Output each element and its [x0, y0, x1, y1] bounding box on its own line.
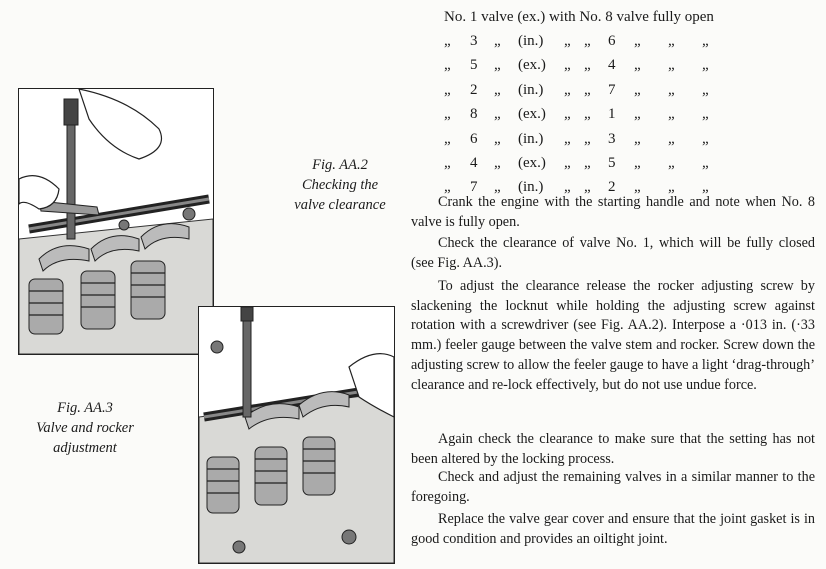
paragraph-crank-engine: Crank the engine with the starting handle and note when No. 8 valve is fully open. [411, 194, 815, 230]
ditto-mark: „ [634, 81, 641, 98]
ditto-mark: „ [634, 130, 641, 147]
figure-aa2-number: Fig. AA.2 [312, 157, 368, 173]
ditto-mark: „ [494, 179, 501, 196]
ditto-mark: „ [584, 130, 591, 147]
ditto-mark: „ [444, 179, 451, 196]
open-valve-number: 1 [608, 106, 616, 123]
valve-sequence-row [444, 54, 732, 78]
figure-aa3-caption-line1: Valve and rocker [36, 420, 134, 436]
valve-number: 4 [470, 155, 478, 172]
figure-aa2-illustration [18, 88, 214, 355]
paragraph-adjust-clearance: To adjust the clearance release the rocker adjusting screw by slackening the locknut while holding the adjusting screw against rotation with a screwdriver (see Fig. AA.2). Interpose a ·013 in. (·33 mm.) feeler gauge between the valve stem and rocker. Screw down the adjusting screw to allow the feeler gauge to have a light ‘drag-through’ clearance and re-lock effectively, but do not use undue force. [411, 278, 815, 393]
ditto-mark: „ [564, 130, 571, 147]
ditto-mark: „ [494, 155, 501, 172]
ditto-mark: „ [494, 33, 501, 50]
figure-aa2-caption-line1: Checking the [301, 177, 379, 193]
ditto-mark: „ [668, 155, 675, 172]
ditto-mark: „ [564, 33, 571, 50]
ditto-mark: „ [444, 155, 451, 172]
figure-aa3-caption-line2: adjustment [53, 440, 117, 456]
ditto-mark: „ [584, 106, 591, 123]
valve-type: (ex.) [518, 57, 546, 74]
ditto-mark: „ [444, 57, 451, 74]
valve-number: 7 [470, 179, 478, 196]
valve-sequence-row [444, 29, 732, 53]
ditto-mark: „ [494, 106, 501, 123]
valve-sequence-row [444, 103, 732, 127]
open-valve-number: 6 [608, 33, 616, 50]
ditto-mark: „ [564, 155, 571, 172]
ditto-mark: „ [444, 106, 451, 123]
ditto-mark: „ [564, 57, 571, 74]
ditto-mark: „ [702, 130, 709, 147]
ditto-mark: „ [668, 130, 675, 147]
ditto-mark: „ [634, 155, 641, 172]
ditto-mark: „ [702, 81, 709, 98]
open-valve-number: 5 [608, 155, 616, 172]
ditto-mark: „ [702, 33, 709, 50]
ditto-mark: „ [584, 155, 591, 172]
valve-number: 3 [470, 33, 478, 50]
open-valve-number: 3 [608, 130, 616, 147]
figure-aa3-caption [10, 398, 160, 458]
valve-number: 2 [470, 81, 478, 98]
ditto-mark: „ [444, 130, 451, 147]
figure-aa2-caption [278, 155, 402, 215]
valve-sequence-first-row [444, 5, 732, 29]
figure-aa3-number: Fig. AA.3 [57, 400, 113, 416]
ditto-mark: „ [634, 179, 641, 196]
valve-type: (ex.) [518, 155, 546, 172]
ditto-mark: „ [584, 57, 591, 74]
ditto-mark: „ [584, 33, 591, 50]
ditto-mark: „ [668, 57, 675, 74]
valve-number: 8 [470, 106, 478, 123]
ditto-mark: „ [668, 33, 675, 50]
ditto-mark: „ [494, 81, 501, 98]
ditto-mark: „ [564, 179, 571, 196]
figure-aa3-illustration [198, 306, 395, 564]
ditto-mark: „ [564, 81, 571, 98]
valve-type: (in.) [518, 130, 544, 147]
open-valve-number: 4 [608, 57, 616, 74]
paragraph-remaining-valves: Check and adjust the remaining valves in a similar manner to the foregoing. [411, 469, 815, 505]
ditto-mark: „ [668, 179, 675, 196]
valve-number: 5 [470, 57, 478, 74]
ditto-mark: „ [584, 81, 591, 98]
valve-type: (in.) [518, 179, 544, 196]
ditto-mark: „ [634, 33, 641, 50]
engine-valve-drawing-left [19, 89, 213, 354]
ditto-mark: „ [634, 106, 641, 123]
paragraph-replace-cover: Replace the valve gear cover and ensure that the joint gasket is in good condition and provides an oiltight joint. [411, 511, 815, 547]
open-valve-number: 7 [608, 81, 616, 98]
ditto-mark: „ [494, 57, 501, 74]
ditto-mark: „ [444, 81, 451, 98]
ditto-mark: „ [494, 130, 501, 147]
valve-type: (in.) [518, 81, 544, 98]
ditto-mark: „ [702, 155, 709, 172]
ditto-mark: „ [702, 106, 709, 123]
valve-sequence-row [444, 127, 732, 151]
ditto-mark: „ [702, 179, 709, 196]
paragraph-check-clearance: Check the clearance of valve No. 1, which will be fully closed (see Fig. AA.3). [411, 235, 815, 271]
valve-number: 6 [470, 130, 478, 147]
engine-valve-drawing-right [199, 307, 394, 563]
valve-sequence-table [444, 5, 732, 200]
ditto-mark: „ [584, 179, 591, 196]
valve-sequence-row [444, 78, 732, 102]
ditto-mark: „ [668, 81, 675, 98]
ditto-mark: „ [668, 106, 675, 123]
valve-sequence-first-row-text: No. 1 valve (ex.) with No. 8 valve fully open [444, 8, 714, 25]
ditto-mark: „ [564, 106, 571, 123]
valve-sequence-row [444, 151, 732, 175]
ditto-mark: „ [634, 57, 641, 74]
open-valve-number: 2 [608, 179, 616, 196]
ditto-mark: „ [444, 33, 451, 50]
figure-aa2-caption-line2: valve clearance [294, 197, 386, 213]
paragraph-recheck: Again check the clearance to make sure that the setting has not been altered by the locking process. [411, 431, 815, 467]
valve-type: (ex.) [518, 106, 546, 123]
ditto-mark: „ [702, 57, 709, 74]
valve-type: (in.) [518, 33, 544, 50]
